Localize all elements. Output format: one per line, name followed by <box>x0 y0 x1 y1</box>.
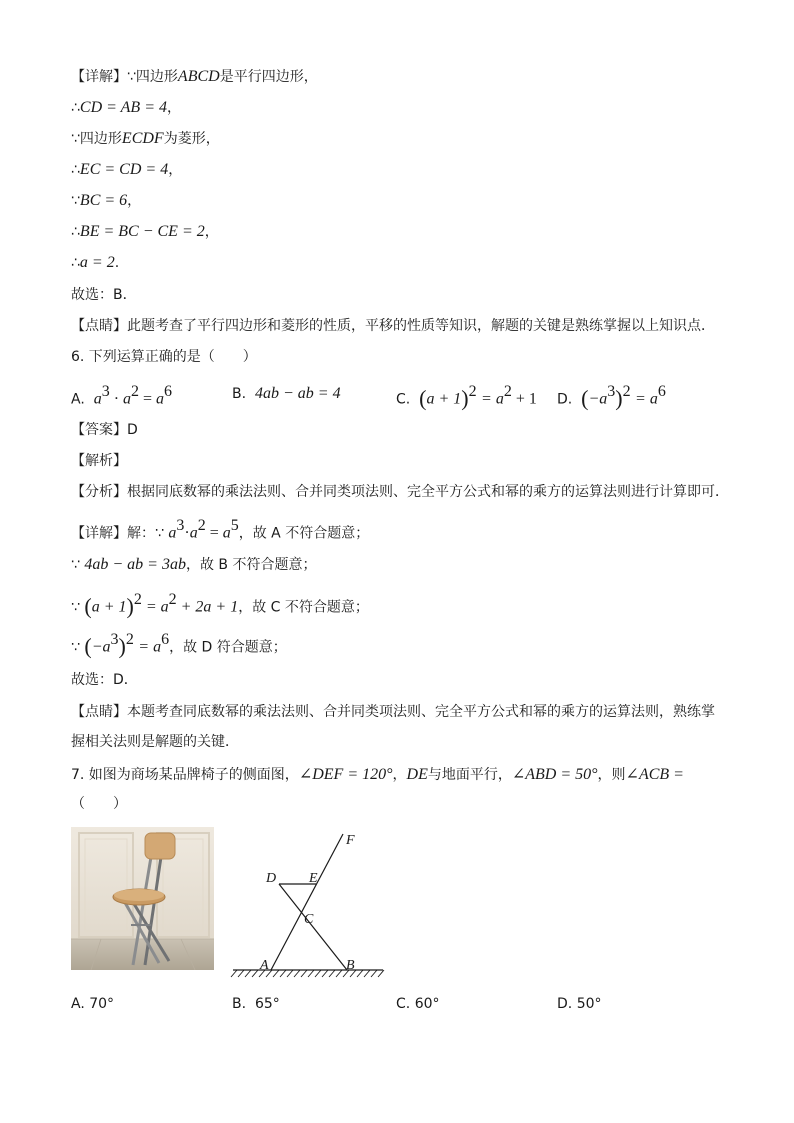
q7-paren: （ ） <box>71 796 127 812</box>
q7-option-d: D. 50° <box>557 996 602 1012</box>
q6-option-a: A. $a^3 \cdot a^2 = a^6$ <box>71 383 173 408</box>
chair-photo <box>71 827 214 970</box>
q6-detail-line4: ∵ $(-a^3)^2 = a^6$，故 D 符合题意； <box>71 631 287 659</box>
prev-detail-line2: ∴CD = AB = 4， <box>71 99 181 116</box>
comment-tag: 【点睛】 <box>71 318 127 334</box>
prev-detail-line6: ∴BE = BC − CE = 2， <box>71 223 219 240</box>
q6-option-b: B. 4ab − ab = 4 <box>232 385 341 402</box>
q6-detail-line3: ∵ $(a + 1)^2 = a^2 + 2a + 1$，故 C 不符合题意； <box>71 591 369 619</box>
q6-detail-line1: 【详解】解：∵ $a^3\cdot a^2 = a^5$，故 A 不符合题意； <box>71 517 370 542</box>
label-d: D <box>266 871 277 886</box>
geometry-figure <box>229 826 389 978</box>
prev-detail-line1: 【详解】∵四边形ABCD是平行四边形， <box>71 68 318 85</box>
ground-hatching <box>231 970 384 977</box>
segment-af <box>271 834 343 970</box>
prev-choice: 故选：B． <box>71 287 137 303</box>
answer-tag: 【答案】 <box>71 422 127 438</box>
detail-tag: 【详解】 <box>71 69 127 85</box>
prev-comment: 【点睛】此题考查了平行四边形和菱形的性质，平移的性质等知识，解题的关键是熟练掌握以上知识点． <box>71 318 715 334</box>
q7-option-b: B. 65° <box>232 996 280 1012</box>
label-e: E <box>309 871 318 886</box>
q6-choice: 故选：D． <box>71 672 138 688</box>
label-c: C <box>304 912 314 927</box>
q6-detail-line2: ∵ 4ab − ab = 3ab，故 B 不符合题意； <box>71 556 317 573</box>
q7-stem: 7. 如图为商场某品牌椅子的侧面图，∠DEF = 120°，DE与地面平行，∠ABD = 50°，则∠ACB = <box>71 766 684 783</box>
segment-db <box>279 884 347 970</box>
prev-detail-line4: ∴EC = CD = 4， <box>71 161 183 178</box>
label-f: F <box>346 833 355 848</box>
q7-option-c: C. 60° <box>396 996 440 1012</box>
prev-detail-line3: ∵四边形ECDF为菱形， <box>71 130 220 147</box>
q6-stem: 6. 下列运算正确的是（ ） <box>71 349 257 365</box>
prev-detail-line7: ∴a = 2. <box>71 254 120 271</box>
prev-detail-line5: ∵BC = 6， <box>71 192 142 209</box>
q6-answer: 【答案】D <box>71 422 138 438</box>
q7-option-a: A. 70° <box>71 996 115 1012</box>
q6-analysis-tag: 【解析】 <box>71 453 127 469</box>
label-b: B <box>346 958 355 973</box>
q6-comment-line1: 【点睛】本题考查同底数幂的乘法法则、合并同类项法则、完全平方公式和幂的乘方的运算法则，熟练掌 <box>71 704 715 720</box>
q6-option-c: C. $(a + 1)^2 = a^2 + 1$ <box>396 383 537 411</box>
q6-comment-line2: 握相关法则是解题的关键． <box>71 734 239 750</box>
label-a: A <box>260 958 269 973</box>
q6-fenxi: 【分析】根据同底数幂的乘法法则、合并同类项法则、完全平方公式和幂的乘方的运算法则进行计算即可． <box>71 484 729 500</box>
q6-option-d: D. $(-a^3)^2 = a^6$ <box>557 383 666 411</box>
